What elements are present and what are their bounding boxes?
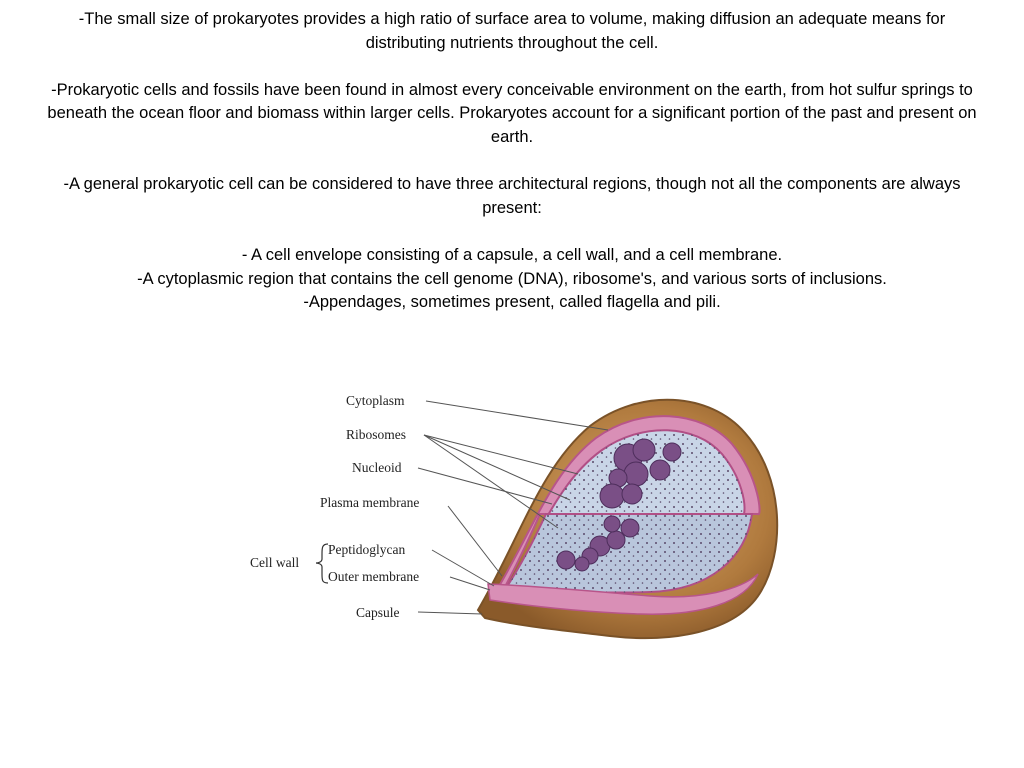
label-capsule: Capsule: [356, 605, 400, 620]
paragraph-surface-area: -The small size of prokaryotes provides a high ratio of surface area to volume, making diffusion an adequate means for distributing nutrients throughout the cell.: [78, 10, 946, 52]
list-item-appendages: -Appendages, sometimes present, called flagella and pili.: [303, 293, 721, 312]
label-cell-wall: Cell wall: [250, 555, 300, 570]
label-outer-membrane: Outer membrane: [328, 569, 420, 584]
prokaryotic-cell-diagram: [240, 378, 800, 658]
list-item-cytoplasmic-region: -A cytoplasmic region that contains the cell genome (DNA), ribosome's, and various sorts of inclusions.: [137, 269, 887, 288]
label-cytoplasm: Cytoplasm: [346, 393, 405, 408]
label-nucleoid: Nucleoid: [352, 460, 402, 475]
label-peptidoglycan: Peptidoglycan: [328, 542, 406, 557]
paragraph-regions: -A general prokaryotic cell can be considered to have three architectural regions, though not all the components are always present:: [63, 175, 961, 217]
label-plasma-membrane: Plasma membrane: [320, 495, 420, 510]
slide-text: [40, 8, 984, 315]
label-ribosomes: Ribosomes: [346, 427, 407, 442]
paragraph-environments: -Prokaryotic cells and fossils have been found in almost every conceivable environment on the earth, from hot sulfur springs to beneath the ocean floor and biomass within larger cells. Prokaryotes account for a significant portion of the past and present on earth.: [47, 80, 977, 146]
cell-illustration: [240, 378, 800, 658]
cell-wall-bracket: [316, 544, 328, 583]
list-item-cell-envelope: - A cell envelope consisting of a capsule, a cell wall, and a cell membrane.: [241, 245, 783, 264]
